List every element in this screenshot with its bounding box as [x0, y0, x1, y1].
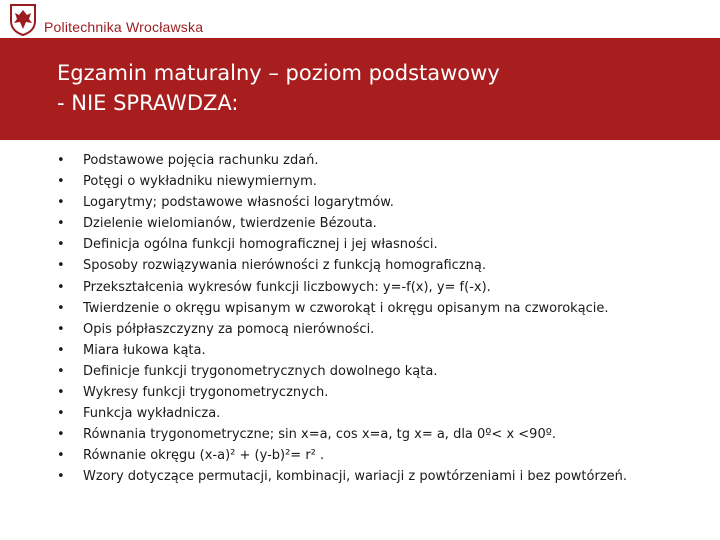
list-item-text: Definicje funkcji trygonometrycznych dowolnego kąta.	[83, 363, 438, 379]
bullet-marker: •	[57, 342, 65, 358]
list-item	[0, 192, 720, 213]
bullet-marker: •	[57, 174, 65, 190]
slide-title-line-2: - NIE SPRAWDZA:	[57, 91, 239, 115]
bullet-marker: •	[57, 279, 65, 295]
list-item	[0, 424, 720, 445]
list-item	[0, 361, 720, 382]
bullet-marker: •	[57, 258, 65, 274]
list-item-text: Logarytmy; podstawowe własności logarytmów.	[83, 195, 394, 211]
bullet-marker: •	[57, 216, 65, 232]
bullet-marker: •	[57, 237, 65, 253]
list-item	[0, 234, 720, 255]
list-item	[0, 445, 720, 466]
bullet-marker: •	[57, 363, 65, 379]
bullet-marker: •	[57, 300, 65, 316]
bullet-marker: •	[57, 385, 65, 401]
bullet-marker: •	[57, 448, 65, 464]
org-name: Politechnika Wrocławska	[44, 19, 204, 35]
list-item	[0, 213, 720, 234]
list-item	[0, 382, 720, 403]
bullet-list	[0, 150, 720, 488]
eagle-logo-icon	[8, 3, 38, 36]
list-item-text: Równanie okręgu (x-a)² + (y-b)²= r² .	[83, 448, 325, 464]
list-item-text: Podstawowe pojęcia rachunku zdań.	[83, 153, 319, 168]
list-item-text: Sposoby rozwiązywania nierówności z funkcją homograficzną.	[83, 258, 486, 274]
bullet-marker: •	[57, 321, 65, 337]
slide-title	[57, 58, 697, 118]
bullet-marker: •	[57, 195, 65, 211]
list-item	[0, 171, 720, 192]
list-item	[0, 403, 720, 424]
list-item-text: Opis półpłaszczyzny za pomocą nierówności.	[83, 321, 375, 337]
list-item-text: Przekształcenia wykresów funkcji liczbowych: y=-f(x), y= f(-x).	[83, 279, 491, 295]
list-item	[0, 340, 720, 361]
bullet-marker: •	[57, 469, 65, 485]
slide-title-line-1: Egzamin maturalny – poziom podstawowy	[57, 61, 500, 85]
list-item-text: Potęgi o wykładniku niewymiernym.	[83, 174, 317, 190]
bullet-marker: •	[57, 427, 65, 443]
list-item	[0, 277, 720, 298]
list-item	[0, 319, 720, 340]
list-item	[0, 466, 720, 487]
list-item-text: Twierdzenie o okręgu wpisanym w czworokąt i okręgu opisanym na czworokącie.	[83, 300, 609, 316]
list-item	[0, 255, 720, 276]
slide-content	[0, 150, 720, 488]
list-item-text: Wzory dotyczące permutacji, kombinacji, wariacji z powtórzeniami i bez powtórzeń.	[83, 469, 628, 485]
bullet-marker: •	[57, 406, 65, 422]
list-item-text: Miara łukowa kąta.	[83, 342, 206, 358]
list-item-text: Wykresy funkcji trygonometrycznych.	[83, 385, 329, 401]
list-item-text: Definicja ogólna funkcji homograficznej i jej własności.	[83, 237, 438, 253]
list-item	[0, 150, 720, 171]
bullet-marker: •	[57, 153, 65, 168]
top-bar	[0, 0, 720, 38]
list-item-text: Równania trygonometryczne; sin x=a, cos x=a, tg x= a, dla 0º< x <90º.	[83, 427, 556, 443]
list-item-text: Dzielenie wielomianów, twierdzenie Bézouta.	[83, 216, 377, 232]
list-item	[0, 298, 720, 319]
list-item-text: Funkcja wykładnicza.	[83, 406, 221, 422]
